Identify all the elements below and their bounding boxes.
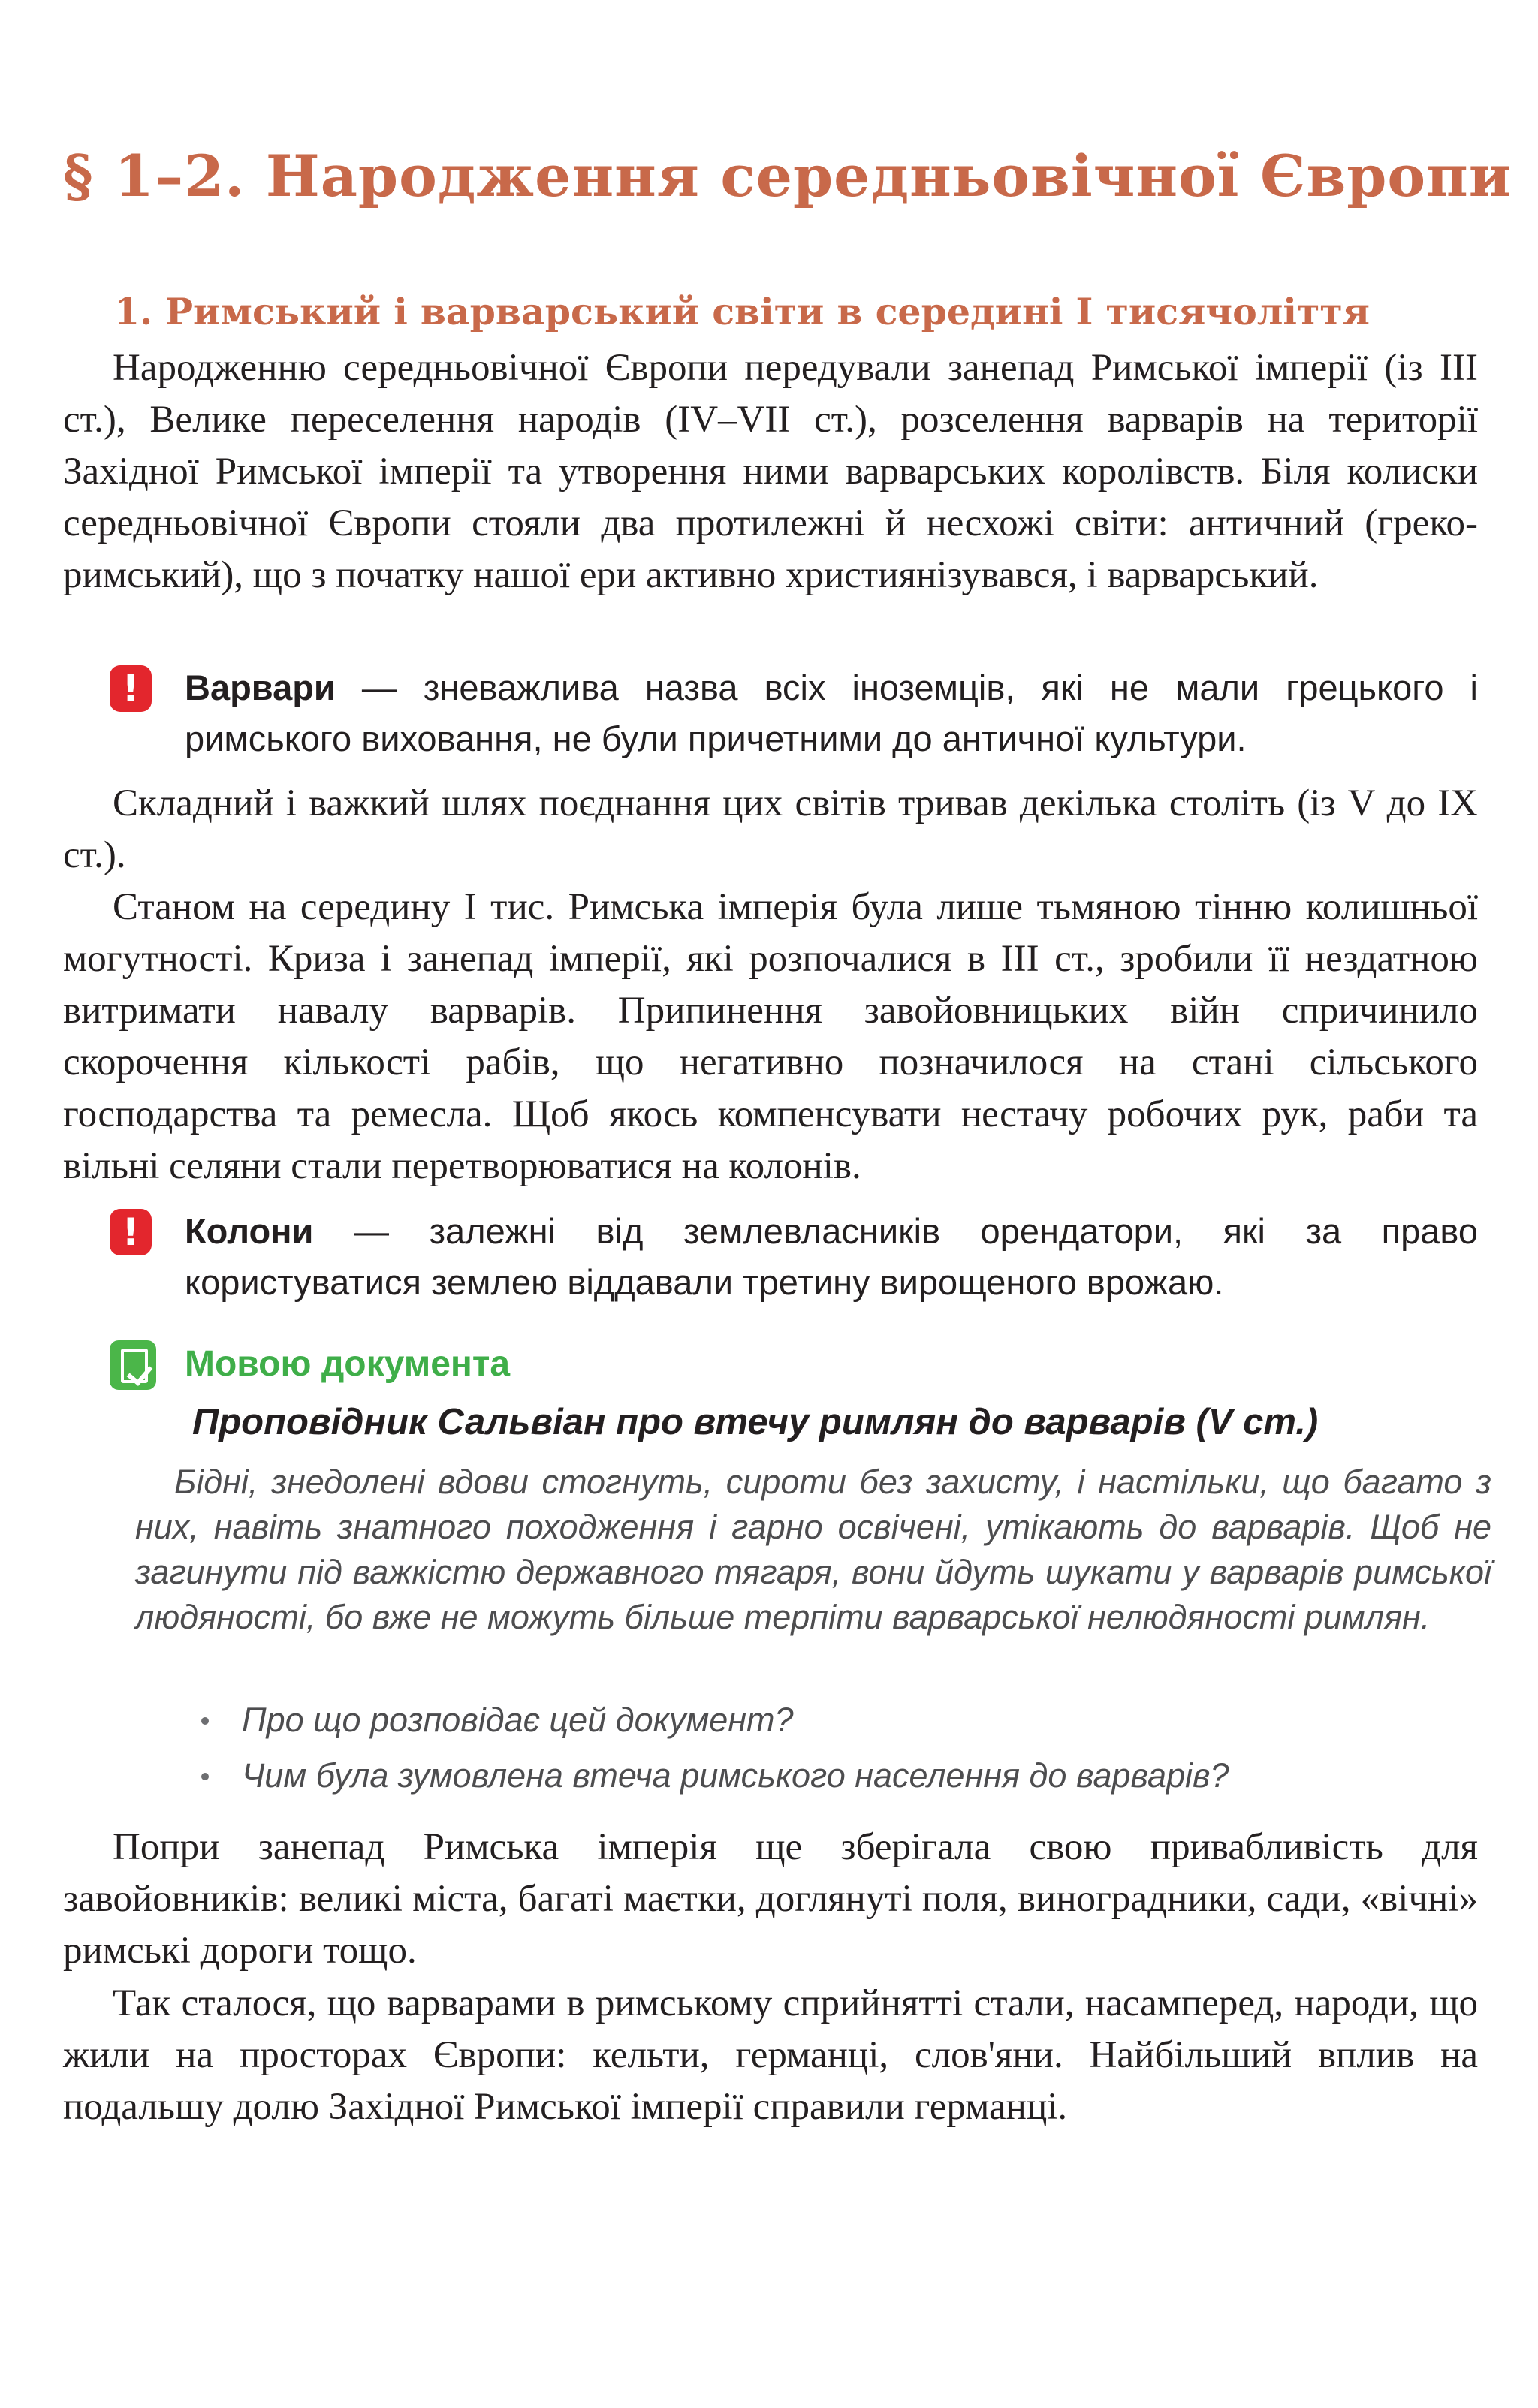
paragraph-centuries: Складний і важкий шлях поєднання цих світів тривав декілька століть (із V до IX ст.). bbox=[63, 782, 1478, 876]
definition-term: Варвари bbox=[185, 668, 336, 707]
question-item bbox=[195, 1748, 1229, 1804]
paragraph-peoples: Так сталося, що варварами в римському сприйнятті стали, насамперед, народи, що жили на просторах Європи: кельти, германці, слов'яни. Найбільший вплив на подальшу долю Західної Римської імперії справили германці. bbox=[63, 1982, 1478, 2128]
document-check-icon bbox=[110, 1340, 156, 1390]
definition-term: Колони bbox=[185, 1211, 314, 1251]
exclamation-icon: ! bbox=[110, 665, 152, 712]
question-text: Про що розповідає цей документ? bbox=[242, 1701, 794, 1739]
document-questions bbox=[195, 1692, 1229, 1804]
document-title: Проповідник Сальвіан про втечу римлян до варварів (V ст.) bbox=[192, 1402, 1319, 1442]
bullet-icon bbox=[201, 1717, 209, 1725]
paragraph-intro: Народженню середньовічної Європи передували занепад Римської імперії (із III ст.), Велике переселення народів (IV–VII ст.), розселення варварів на території Західної Римської імперії та утворення ними варварських королівств. Біля колиски середньовічної Європи стояли два протилежні й несхожі світи: античний (греко-римський), що з початку нашої ери активно християнізувався, і варварський. bbox=[63, 347, 1478, 596]
section-heading: 1. Римський і варварський світи в середині I тисячоліття bbox=[114, 290, 1370, 333]
question-text: Чим була зумовлена втеча римського населення до варварів? bbox=[242, 1756, 1229, 1795]
definition-text bbox=[185, 662, 1478, 764]
definition-body: — залежні від землевласників орендатори, які за право користуватися землею віддавали третину вирощеного врожаю. bbox=[185, 1211, 1478, 1302]
definition-body: — зневажлива назва всіх іноземців, які не мали грецького і римського виховання, не були причетними до античної культури. bbox=[185, 668, 1478, 758]
definition-text bbox=[185, 1206, 1478, 1308]
paragraph-roman-crisis: Станом на середину I тис. Римська імперія була лише тьмяною тінню колишньої могутності. Криза і занепад імперії, які розпочалися в III ст., зробили її нездатною витримати навалу варварів. Припинення завойовницьких війн спричинило скорочення кількості рабів, що негативно позначилося на стані сільського господарства та ремесла. Щоб якось компенсувати нестачу робочих рук, раби та вільні селяни стали перетворюватися на колонів. bbox=[63, 886, 1478, 1187]
exclamation-icon: ! bbox=[110, 1209, 152, 1255]
document-quote: Бідні, знедолені вдови стогнуть, сироти без захисту, і настільки, що багато з них, навіть знатного походження і гарно освічені, утікають до варварів. Щоб не загинути під важкістю державного тягаря, вони йдуть шукати у варварів римської людяності, бо вже не можуть більше терпіти варварської нелюдяності римлян. bbox=[135, 1463, 1491, 1636]
paragraph-attraction: Попри занепад Римська імперія ще зберігала свою привабливість для завойовників: великі міста, багаті маєтки, доглянуті поля, виноградники, сади, «вічні» римські дороги тощо. bbox=[63, 1826, 1478, 1972]
bullet-icon bbox=[201, 1773, 209, 1780]
chapter-title: § 1–2. Народження середньовічної Європи bbox=[63, 143, 1512, 209]
document-box-label: Мовою документа bbox=[185, 1344, 511, 1384]
question-item bbox=[195, 1692, 1229, 1748]
